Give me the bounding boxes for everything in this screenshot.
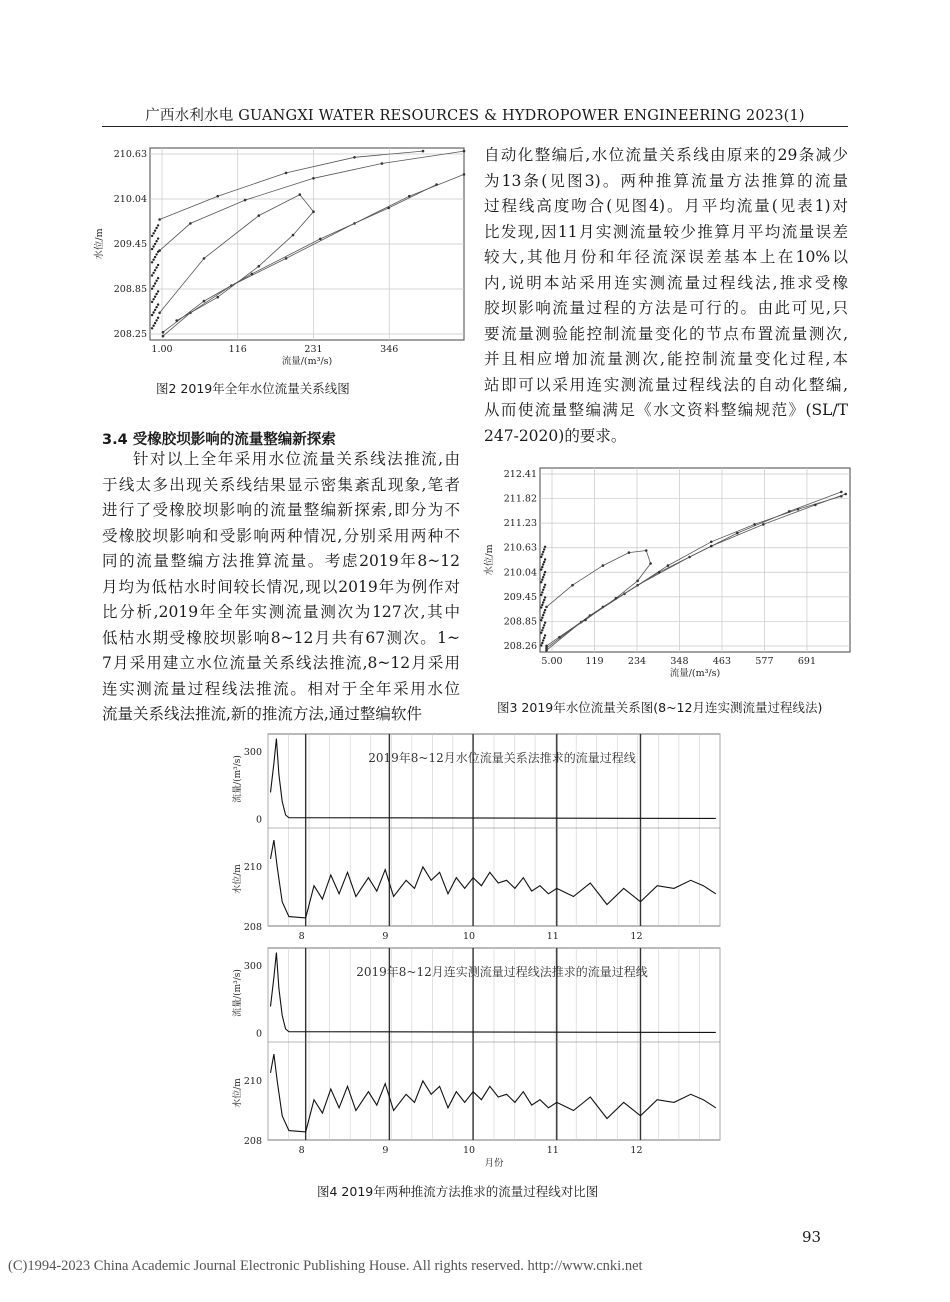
x-tick-label: 5.00 [541, 656, 563, 667]
figure-4-caption: 图4 2019年两种推流方法推求的流量过程线对比图 [317, 1184, 599, 1199]
data-point [154, 296, 156, 298]
data-point [541, 617, 543, 619]
data-point [540, 568, 542, 570]
x-axis-label: 流量/(m³/s) [669, 668, 721, 679]
data-point [353, 156, 356, 159]
month-label: 9 [382, 1145, 389, 1156]
month-label: 11 [546, 1145, 559, 1156]
text-line: 7月采用建立水位流量关系线法推流,8~12月采用 [102, 654, 460, 672]
data-point [558, 636, 561, 639]
data-point [151, 314, 153, 316]
figure-3-caption: 图3 2019年水位流量关系图(8~12月连实测流量过程线法) [497, 700, 823, 715]
data-point [381, 162, 384, 165]
text-line: 流量关系线法推流,新的推流方法,通过整编软件 [102, 705, 422, 723]
data-point [155, 240, 157, 242]
data-point [571, 584, 574, 587]
data-point [736, 532, 739, 535]
data-point [540, 632, 542, 634]
flow-axis-label: 流量/(m³/s) [233, 969, 243, 1017]
data-point [155, 319, 157, 321]
data-point [543, 561, 545, 563]
data-point [542, 627, 544, 629]
y-tick-label: 208.26 [503, 641, 537, 652]
text-line: 要流量测验能控制流量变化的节点布置流量测次, [484, 324, 848, 343]
data-point [157, 303, 159, 305]
data-point [154, 243, 156, 245]
data-point [463, 150, 466, 153]
stage-axis-label: 水位/m [233, 1078, 243, 1108]
data-point [312, 210, 315, 213]
data-point [151, 288, 153, 290]
data-point [151, 274, 153, 276]
data-point [541, 642, 543, 644]
section-3-4-paragraph [102, 447, 460, 728]
data-point [189, 222, 192, 225]
data-point [157, 251, 159, 253]
data-point [543, 574, 545, 576]
data-point [542, 576, 544, 578]
month-label: 10 [463, 931, 476, 942]
x-tick-label: 119 [585, 656, 604, 667]
x-tick-label: 346 [380, 344, 399, 355]
data-point [285, 172, 288, 175]
data-point [157, 237, 159, 239]
text-line: 低枯水期受橡胶坝影响8~12月共有67测次。1~ [102, 628, 460, 647]
data-point [667, 564, 670, 567]
data-point [542, 551, 544, 553]
text-line: 受橡胶坝影响和受影响两种情况,分别采用两种不 [102, 526, 460, 545]
data-point [544, 634, 546, 636]
month-label: 10 [463, 1145, 476, 1156]
text-line: 较大,其他月份和年径流深误差基本上在10%以 [484, 248, 848, 266]
data-point [203, 257, 206, 260]
x-tick-label: 348 [670, 656, 689, 667]
y-tick-label: 208.85 [503, 616, 537, 628]
data-point [710, 545, 713, 548]
text-line: 过程线高度吻合(见图4)。月平均流量(见表1)对 [484, 197, 848, 215]
data-point [545, 645, 548, 648]
month-label: 8 [298, 931, 305, 942]
data-point [203, 300, 206, 303]
y-axis-label: 水位/m [94, 228, 105, 260]
data-point [762, 523, 765, 526]
y-tick-label: 210.04 [503, 567, 537, 579]
data-point [710, 541, 713, 544]
data-point [584, 619, 587, 622]
data-point [658, 571, 661, 574]
stage-axis-label: 水位/m [233, 864, 243, 894]
panel-title: 2019年8~12月连实测流量过程线法推求的流量过程线 [356, 965, 648, 979]
data-point [292, 234, 295, 237]
data-point [152, 245, 154, 247]
x-tick-label: 231 [304, 344, 323, 355]
data-point [542, 563, 544, 565]
x-axis-label: 流量/(m³/s) [281, 356, 333, 367]
data-point [435, 183, 438, 186]
y-tick-label: 208.85 [113, 284, 147, 295]
data-point [258, 265, 261, 268]
data-point [155, 280, 157, 282]
data-point [154, 309, 156, 311]
data-point [152, 232, 154, 234]
text-line: 针对以上全年采用水位流量关系线法推流,由 [133, 450, 460, 468]
y-tick-label: 209.45 [503, 591, 537, 603]
flow-tick-label: 0 [255, 814, 262, 826]
data-point [151, 301, 153, 303]
data-point [544, 584, 546, 586]
data-point [541, 629, 543, 631]
data-point [152, 272, 154, 274]
data-point [543, 637, 545, 639]
data-point [463, 173, 466, 176]
data-point [541, 591, 543, 593]
right-column-paragraph [484, 143, 848, 449]
x-axis-label: 月份 [484, 1158, 504, 1169]
data-point [152, 325, 154, 327]
data-point [175, 319, 178, 322]
data-point [544, 596, 546, 598]
flow-tick-label: 300 [243, 747, 262, 758]
stage-tick-label: 210 [243, 861, 262, 873]
journal-header: 广西水利水电 GUANGXI WATER RESOURCES & HYDROPOWER ENGINEERING 2023(1) [145, 108, 805, 124]
data-point [544, 609, 546, 611]
header-rule [102, 126, 848, 127]
stage-tick-label: 208 [243, 1136, 262, 1147]
text-line: 进行了受橡胶坝影响的流量整编新探索,即分为不 [102, 501, 460, 519]
data-point [615, 597, 618, 600]
panel-title: 2019年8~12月水位流量关系法推求的流量过程线 [368, 751, 636, 765]
data-point [649, 562, 652, 565]
data-point [251, 273, 254, 276]
data-point [540, 556, 542, 558]
data-point [540, 619, 542, 621]
data-point [152, 259, 154, 261]
x-tick-label: 463 [712, 656, 732, 667]
text-line: 从而使流量整编满足《水文资料整编规范》(SL/T [484, 401, 848, 419]
data-point [319, 238, 322, 241]
data-point [154, 322, 156, 324]
data-point [636, 580, 639, 583]
text-line: 为13条(见图3)。两种推算流量方法推算的流量 [484, 171, 848, 190]
text-line: 247-2020)的要求。 [484, 426, 627, 445]
text-line: 比分析,2019年全年实测流量测次为127次,其中 [102, 603, 460, 621]
data-point [216, 296, 219, 299]
data-point [216, 195, 219, 198]
data-point [542, 601, 544, 603]
data-point [151, 261, 153, 263]
data-point [152, 285, 154, 287]
copyright-footer: (C)1994-2023 China Academic Journal Electronic Publishing House. All rights reserved. http://www.cnki.net [8, 1258, 643, 1274]
section-3-4-title: 3.4 受橡胶坝影响的流量整编新探索 [102, 432, 336, 448]
data-point [154, 230, 156, 232]
x-tick-label: 234 [627, 656, 647, 667]
y-tick-label: 210.63 [113, 149, 147, 160]
data-point [162, 331, 165, 334]
y-tick-label: 210.63 [503, 542, 537, 554]
data-point [844, 493, 847, 496]
text-line: 月均为低枯水时间较长情况,现以2019年为例作对 [102, 577, 460, 596]
data-point [645, 549, 648, 552]
data-point [258, 214, 261, 217]
data-point [814, 504, 817, 507]
data-point [157, 317, 159, 319]
data-point [543, 548, 545, 550]
y-axis-label: 水位/m [484, 544, 495, 576]
data-point [628, 551, 631, 554]
data-point [155, 253, 157, 255]
data-point [155, 227, 157, 229]
text-line: 自动化整编后,水位流量关系线由原来的29条减少 [484, 146, 848, 164]
data-point [544, 558, 546, 560]
stage-tick-label: 208 [243, 922, 262, 933]
data-point [545, 606, 548, 609]
text-line: 并且相应增加流量测次,能控制流量变化过程,本 [484, 350, 848, 368]
stage-tick-label: 210 [243, 1075, 262, 1087]
y-tick-label: 211.23 [503, 518, 537, 530]
text-line: 内,说明本站采用连实测流量过程线法,推求受橡 [484, 273, 848, 292]
data-point [543, 586, 545, 588]
data-point [541, 566, 543, 568]
data-point [155, 306, 157, 308]
data-point [154, 256, 156, 258]
flow-tick-label: 300 [243, 961, 262, 972]
data-point [543, 599, 545, 601]
y-tick-label: 210.04 [113, 194, 147, 205]
x-tick-label: 1.00 [151, 344, 173, 355]
data-point [155, 293, 157, 295]
text-line: 于线太多出现关系线结果显示密集紊乱现象,笔者 [102, 475, 460, 494]
month-label: 8 [298, 1145, 305, 1156]
x-tick-label: 116 [228, 344, 247, 355]
data-point [151, 235, 153, 237]
text-line: 胶坝影响流量过程的方法是可行的。由此可见,只 [484, 299, 848, 317]
text-line: 站即可以采用连实测流量过程线法的自动化整编, [484, 375, 848, 394]
data-point [542, 614, 544, 616]
y-tick-label: 209.45 [113, 239, 147, 250]
data-point [542, 589, 544, 591]
data-point [541, 553, 543, 555]
flow-axis-label: 流量/(m³/s) [233, 755, 243, 803]
y-tick-label: 211.82 [503, 493, 537, 505]
data-point [299, 193, 302, 196]
data-point [540, 644, 542, 646]
data-point [151, 327, 153, 329]
month-label: 12 [630, 931, 643, 942]
data-point [158, 312, 161, 315]
month-label: 9 [382, 931, 389, 942]
figure-2-caption: 图2 2019年全年水位流量关系线图 [156, 381, 350, 396]
data-point [312, 177, 315, 180]
data-point [154, 269, 156, 271]
data-point [840, 491, 843, 494]
data-point [157, 264, 159, 266]
data-point [540, 606, 542, 608]
data-point [155, 266, 157, 268]
page-number: 93 [802, 1228, 822, 1246]
x-tick-label: 577 [755, 656, 774, 667]
month-label: 12 [630, 1145, 643, 1156]
data-point [285, 257, 288, 260]
text-line: 比发现,因11月实测流量较少推算月平均流量误差 [484, 222, 848, 241]
data-point [542, 639, 544, 641]
data-point [541, 604, 543, 606]
data-point [543, 624, 545, 626]
plot-frame [540, 468, 850, 652]
data-point [422, 150, 425, 153]
y-tick-label: 212.41 [503, 469, 537, 480]
data-point [541, 579, 543, 581]
data-point [157, 290, 159, 292]
data-point [540, 581, 542, 583]
data-point [602, 564, 605, 567]
data-point [151, 248, 153, 250]
data-point [158, 218, 161, 221]
data-point [162, 335, 165, 338]
data-point [540, 594, 542, 596]
data-point [152, 311, 154, 313]
data-point [544, 571, 546, 573]
month-label: 11 [546, 931, 559, 942]
data-point [543, 611, 545, 613]
data-point [244, 199, 247, 202]
data-point [152, 298, 154, 300]
data-point [788, 510, 791, 513]
data-point [387, 207, 390, 210]
data-point [544, 622, 546, 624]
figure-3-chart [484, 462, 858, 694]
figure-4-chart [220, 728, 730, 1178]
data-point [154, 282, 156, 284]
text-line: 同的流量整编方法推算流量。考虑2019年8~12 [102, 552, 460, 570]
x-tick-label: 691 [797, 656, 817, 667]
figure-2-chart [94, 140, 470, 376]
flow-tick-label: 0 [255, 1028, 262, 1040]
y-tick-label: 208.25 [113, 329, 147, 340]
data-point [544, 546, 546, 548]
text-line: 连实测流量过程线法推流。相对于全年采用水位 [102, 679, 460, 698]
data-point [157, 224, 159, 226]
data-point [157, 277, 159, 279]
